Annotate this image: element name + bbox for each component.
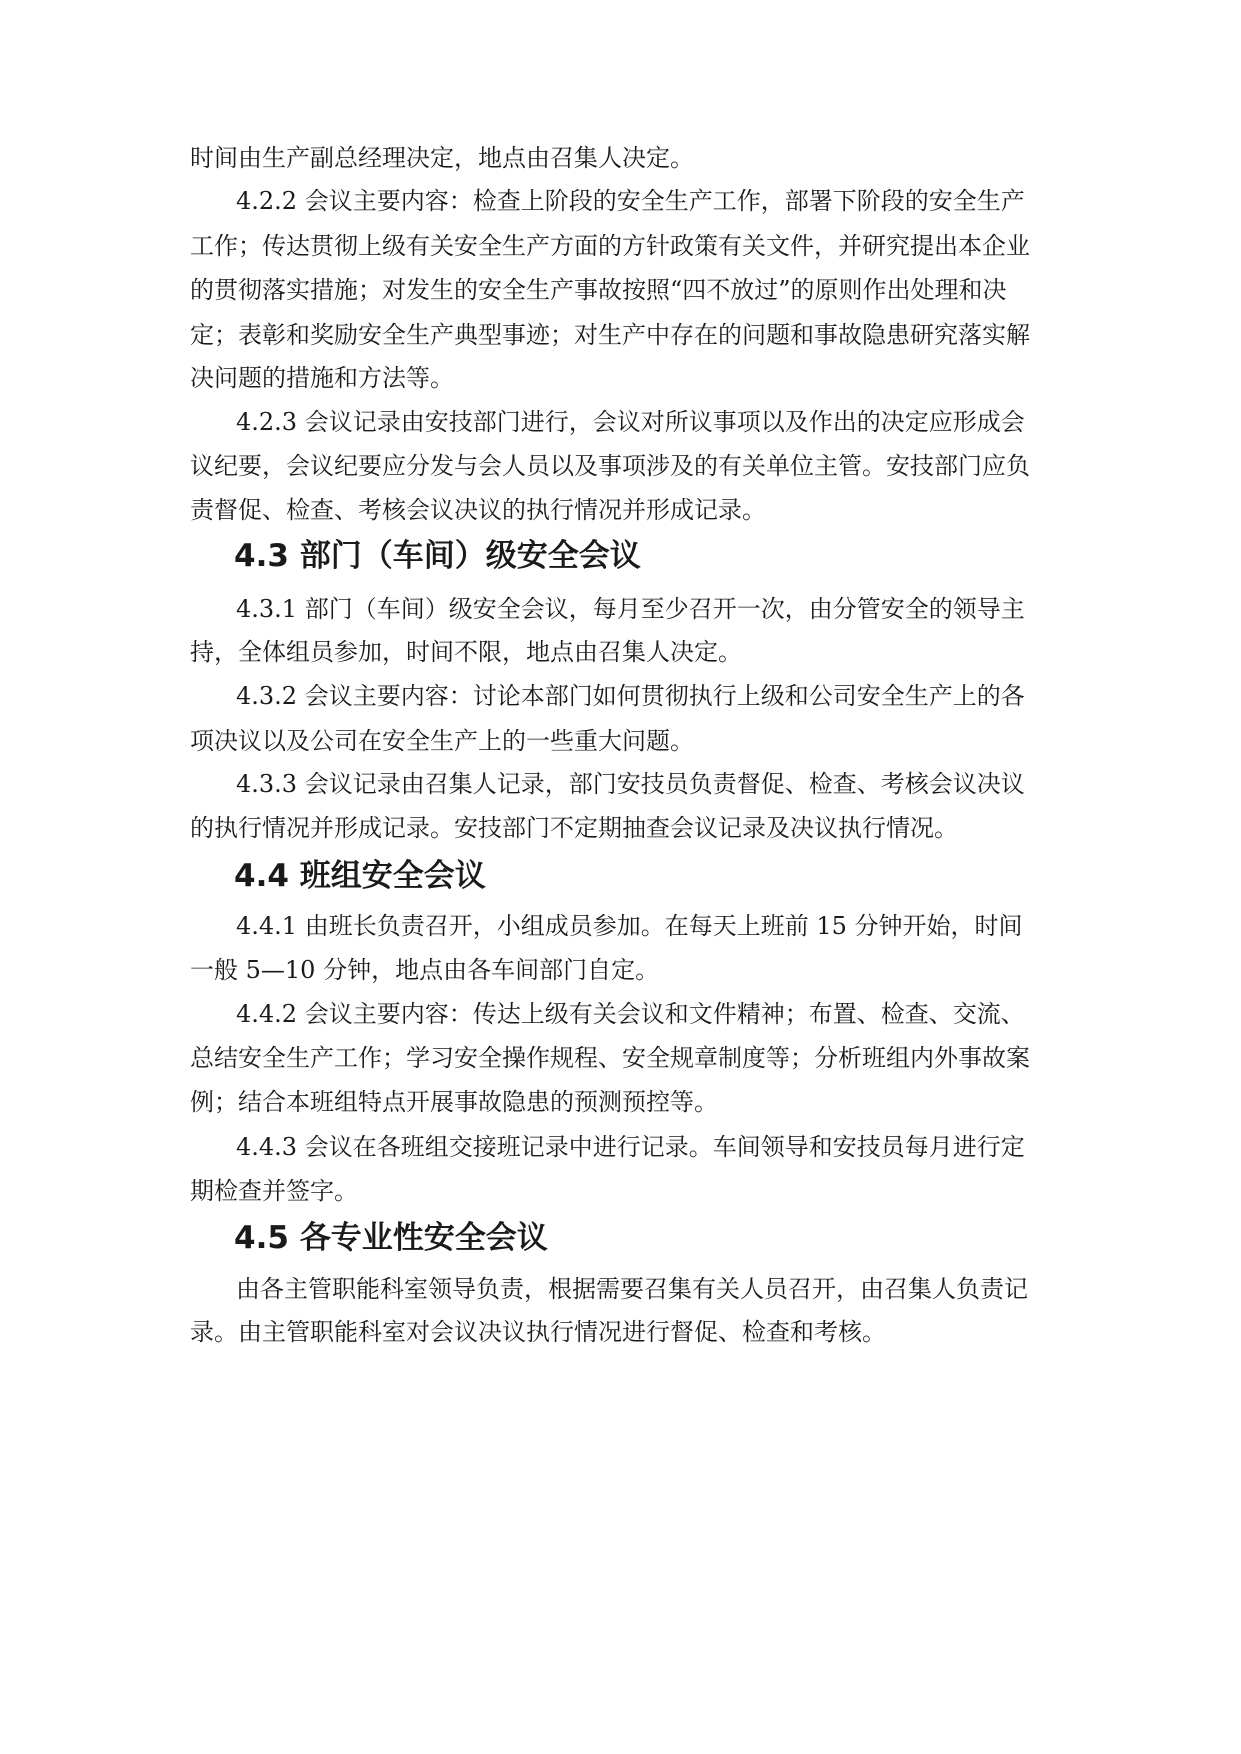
paragraph-line: 期检查并签字。 <box>190 1177 358 1205</box>
paragraph-line: 例；结合本班组特点开展事故隐患的预测预控等。 <box>190 1088 718 1116</box>
paragraph-line: 4.4.1 由班长负责召开，小组成员参加。在每天上班前 15 分钟开始，时间 <box>236 912 1023 940</box>
paragraph-line: 总结安全生产工作；学习安全操作规程、安全规章制度等；分析班组内外事故案 <box>190 1044 1030 1072</box>
paragraph-line: 4.4.3 会议在各班组交接班记录中进行记录。车间领导和安技员每月进行定 <box>236 1133 1025 1161</box>
paragraph-line: 的执行情况并形成记录。安技部门不定期抽查会议记录及决议执行情况。 <box>190 814 958 842</box>
paragraph-line: 录。由主管职能科室对会议决议执行情况进行督促、检查和考核。 <box>190 1318 886 1346</box>
paragraph-line: 决问题的措施和方法等。 <box>190 364 454 392</box>
paragraph-line: 定；表彰和奖励安全生产典型事迹；对生产中存在的问题和事故隐患研究落实解 <box>190 321 1030 349</box>
paragraph-line: 4.3.1 部门（车间）级安全会议，每月至少召开一次，由分管安全的领导主 <box>236 595 1025 623</box>
paragraph-line: 4.3.2 会议主要内容：讨论本部门如何贯彻执行上级和公司安全生产上的各 <box>236 682 1025 710</box>
paragraph-line: 由各主管职能科室领导负责，根据需要召集有关人员召开，由召集人负责记 <box>236 1275 1028 1303</box>
paragraph-line: 责督促、检查、考核会议决议的执行情况并形成记录。 <box>190 496 766 524</box>
paragraph-line: 项决议以及公司在安全生产上的一些重大问题。 <box>190 727 694 755</box>
section-heading: 4.4 班组安全会议 <box>234 858 486 894</box>
paragraph-line: 持，全体组员参加，时间不限，地点由召集人决定。 <box>190 638 742 666</box>
paragraph-line: 时间由生产副总经理决定，地点由召集人决定。 <box>190 144 694 172</box>
paragraph-line: 的贯彻落实措施；对发生的安全生产事故按照“四不放过”的原则作出处理和决 <box>190 276 1007 304</box>
paragraph-line: 一般 5—10 分钟，地点由各车间部门自定。 <box>190 956 660 984</box>
paragraph-line: 议纪要，会议纪要应分发与会人员以及事项涉及的有关单位主管。安技部门应负 <box>190 452 1030 480</box>
paragraph-line: 工作；传达贯彻上级有关安全生产方面的方针政策有关文件，并研究提出本企业 <box>190 232 1030 260</box>
section-heading: 4.5 各专业性安全会议 <box>234 1220 548 1256</box>
section-heading: 4.3 部门（车间）级安全会议 <box>234 538 641 574</box>
paragraph-line: 4.4.2 会议主要内容：传达上级有关会议和文件精神；布置、检查、交流、 <box>236 1000 1025 1028</box>
paragraph-line: 4.2.3 会议记录由安技部门进行，会议对所议事项以及作出的决定应形成会 <box>236 408 1025 436</box>
paragraph-line: 4.2.2 会议主要内容：检查上阶段的安全生产工作，部署下阶段的安全生产 <box>236 187 1025 215</box>
paragraph-line: 4.3.3 会议记录由召集人记录，部门安技员负责督促、检查、考核会议决议 <box>236 770 1025 798</box>
